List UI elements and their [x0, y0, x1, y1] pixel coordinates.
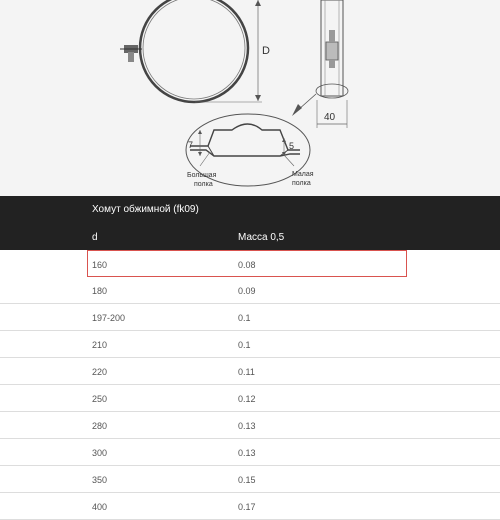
cell-d: 197-200 [92, 313, 126, 323]
table-row[interactable] [0, 277, 500, 304]
cell-mass: 0.15 [238, 475, 256, 485]
table-row[interactable] [0, 331, 500, 358]
dim-7-label: 7 [188, 140, 194, 150]
table-row[interactable] [0, 304, 500, 331]
cell-mass: 0.08 [238, 260, 256, 270]
table-row[interactable] [87, 250, 407, 277]
dim-40-label: 40 [324, 112, 336, 123]
table-header [0, 196, 500, 250]
column-header-d: d [92, 232, 98, 243]
cell-d: 280 [92, 421, 108, 431]
cell-mass: 0.12 [238, 394, 256, 404]
small-flange-label-1: Малая [292, 171, 314, 178]
clamp-ring-front-view [120, 0, 248, 102]
cell-d: 350 [92, 475, 108, 485]
cell-d: 180 [92, 286, 108, 296]
table-row[interactable] [0, 493, 500, 520]
cell-d: 210 [92, 340, 108, 350]
small-flange-label-2: полка [292, 180, 311, 187]
cell-mass: 0.09 [238, 286, 256, 296]
dim-d-label: D [262, 45, 270, 57]
cell-d: 160 [92, 260, 108, 270]
cell-d: 300 [92, 448, 108, 458]
technical-drawing [0, 0, 500, 196]
cell-d: 220 [92, 367, 108, 377]
cell-mass: 0.1 [238, 340, 251, 350]
table-title: Хомут обжимной (fk09) [92, 204, 199, 215]
cell-mass: 0.13 [238, 421, 256, 431]
clamp-drawing-svg [0, 0, 500, 196]
table-row[interactable] [0, 358, 500, 385]
flange-detail [186, 114, 314, 188]
cell-mass: 0.17 [238, 502, 256, 512]
cell-d: 250 [92, 394, 108, 404]
clamp-side-view [316, 0, 348, 128]
cell-mass: 0.1 [238, 313, 251, 323]
table-body [0, 250, 500, 520]
table-row[interactable] [0, 385, 500, 412]
big-flange-label-2: полка [194, 181, 213, 188]
table-row[interactable] [0, 439, 500, 466]
cell-mass: 0.11 [238, 367, 255, 377]
dim-5-label: 5 [289, 141, 295, 151]
table-row[interactable] [0, 412, 500, 439]
big-flange-label-1: Большая [187, 172, 217, 179]
cell-d: 400 [92, 502, 108, 512]
cell-mass: 0.13 [238, 448, 256, 458]
table-row[interactable] [0, 466, 500, 493]
detail-arrow [292, 94, 316, 116]
column-header-mass: Масса 0,5 [238, 232, 285, 243]
